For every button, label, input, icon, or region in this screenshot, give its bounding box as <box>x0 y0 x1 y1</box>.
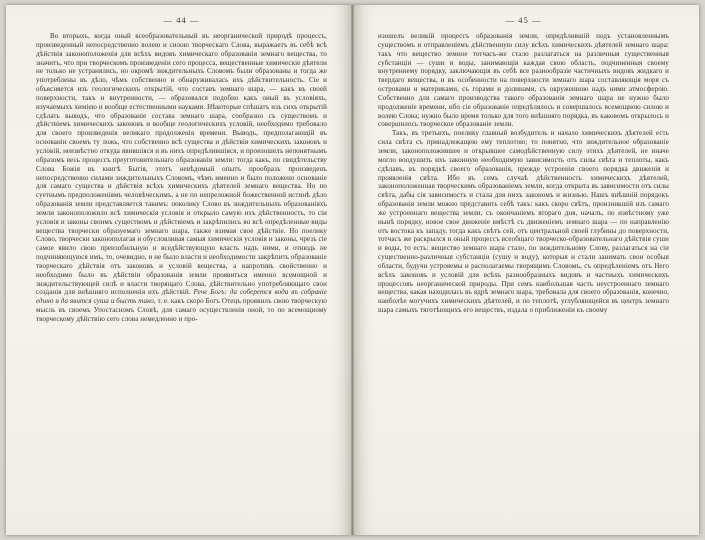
scripture-quote: Рече Богъ: да соберется вода въ собраніе едино и да явится суша и бысть тако, <box>36 288 328 306</box>
page-right <box>354 5 699 535</box>
page-number-left: — 44 — <box>163 15 200 25</box>
body-text: Такъ, въ третьихъ, поелику главный возбудитель и начало химическихъ дѣятелей есть сила свѣта съ принадлежащею ему теплотою; то понятно, что зиждительное образованіе земли, законоположившее и открывшее самодѣйственную силу этихъ дѣятелей, не иначе могло воодушить ихъ законную необходимую зависимость отъ силы свѣта и теплоты, какъ сдѣлавъ, въ порядкѣ своего образованія, прежде устроенія своего порядка движенія и проявленія свѣта. Ибо въ семъ случаѣ дѣйственность химическихъ дѣятелей, законоположенная творческимъ образованіемъ земли, когда открыта въ зависимости отъ силы свѣта, дабы сія зависимость и стала для нихъ закономъ и жизнью. Нашъ внѣшній порядокъ образованія земли можно представить себѣ такъ: какъ скоро свѣтъ, произникшій изъ самаго же устроеннаго вещества земли, съ окончаніемъ втораго дня, началъ, по извѣстному уже нынѣ порядку, новое свое движеніе вмѣстѣ съ движеніемъ земнаго шара — по направленію отъ востока къ западу, тогда какъ свѣтъ сей, отъ центральной своей глубины до поверхности, тотчасъ же раскрылся и оный процессъ всеобщаго творческо-образовательнаго дѣйствія суши и воды, то есть: вещество земнаго шара стало, по зиждительному Слову, разлагаться на сіи существенно-различныя субстанціи (сушу и воду), которыя и стали занимать свои особыя области, будучи устрояемы и располагаемы творящимъ Словомъ, съ опредѣленіемъ отъ Него всѣхъ законовъ и условій для всѣхъ разнообразныхъ видовъ и частныхъ химическихъ процессовъ неорганической природы. При семъ наибольшая часть неустроеннаго земнаго вещества, какая находилась въ ядрѣ земнаго шара, требовала для своего образованія, конечно, наиболѣе могучихъ химическихъ дѣятелей, и по теплотѣ, углубляющейся въ центръ земнаго шара самыхъ тяготѣющихъ его веществъ, издала о приближеніи къ своему <box>377 129 669 315</box>
page-number-right: — 45 — <box>505 15 542 25</box>
body-text: т. е. какъ скоро Богъ Отецъ проявилъ свою творческую мысль въ своемъ Упостасномъ Словѣ, для самаго осуществленія оной, то по всемощному творческому дѣйствію сего слова немедленно и про- <box>36 297 327 323</box>
paragraph <box>378 129 669 315</box>
body-text: изошелъ великій процессъ образованія земли, опредѣлившій подъ установленнымъ существомъ и отправленіемъ дѣйственную силу всѣхъ химическихъ дѣятелей земнаго шара: такъ что вещество земное тотчасъ-же стало разлагаться на различныя существенныя субстанціи — суши и воды, занимающія каждая свою область, подчиненныя своему внутреннему порядку, заключающія въ себѣ все разнообразіе частичныхъ видовъ жидкаго и твердаго вещества, и въ особенности на поверхности земнаго шара составляющія моря съ островами и материками, съ горами и долинами, съ окруженною надъ ними атмосферою. Собственно для самаго производства такого образованія земнаго шара не нужно было продолженіе времени, ибо сіе образованіе опредѣлялось и совершалось всемощною силою и волею Слова; нужно было время только для того внѣшняго порядка, въ каковомъ открылось и совершилось творческое образованіе земли. <box>377 32 669 129</box>
page-left <box>6 5 351 535</box>
paragraph <box>378 32 669 129</box>
body-text: Во вторыхъ, когда оный всеобразовательный въ неорганической природѣ процессъ, произведенный непосредственно волею и силою творческаго Слова, выражаетъ въ себѣ всѣ дѣйствія законоположенія для всѣхъ видовъ химическаго образованія земнаго вещества, то значитъ, что при творческомъ произведеніи сего процесса, вещественные химическіе дѣятели не только не устранялись, но окромѣ зиждительныхъ Словомъ были образованы и тогда же употреблены въ дѣло, чѣмъ собственно и обнаруживалась ихъ дѣйствительность. Сіе и объясняется изъ геологическихъ открытій, что составъ земнаго шара, — какъ въ своей поверхности, такъ и внутренности, — образовался подобно какъ оный въ условіяхъ, изучаемыхъ химіею и вообще естественными науками. Нѣкоторые спѣшатъ изъ сихъ открытій сдѣлать выводъ, что образованіе состава земнаго шара, сообразно съ существомъ и дѣйствіемъ химическихъ законовъ и вообще геологическихъ условій, необходимо требовало для своего произведенія великаго продолженія времени. Выводъ, предполагающій въ основаніи своемъ ту ложь, что собственно всѣ существа и дѣйствія химическихъ законовъ и условій, неизвѣстно откуда явившіяся и въ нихъ опредѣлившіяся, и произошелъ непонятнымъ образомъ весь процессъ преуготовительнаго образованія земли: тогда какъ, по свидѣтельству Слова Божія въ книгѣ Бытія, этотъ невѣдомый опытъ прообразъ произведенъ непосредственно силами зиждительныхъ Словомъ, чѣмъ именно и было положено основаніе для самаго существа и дѣйствія всѣхъ химическихъ дѣятелей земнаго вещества. Но по суетнымъ предположеніямъ человѣческимъ, а не по непреложной божественной истинѣ дѣло образованія земли представляется такимъ: поколику Слово въ зиждительныхъ образованіяхъ земли законоположило всѣ химическія условія и открыло самую ихъ дѣйственность, то сіи условія и законы своимъ существомъ и дѣйствіемъ и закрѣпились во всѣ опредѣленные виды вещества творчески образуемаго земнаго шара, также взимая свое дѣйствіе. Но поелику Слово, творчески законополагая и обусловливая самыя химическія условія и законы, чрезъ сіе самое явило свою преизобильную и вседѣйствующую власть надъ ними, и отнюдь не подчиняющуюся имъ, то, очевидно, и не было власти и необходимости закрѣпить образованіе творческаго дѣйствія отъ законовъ и условій вещества, а напротивъ свойственно и необходимо было въ дѣйствіи образованія земли проявиться именно всемощной и зиждительствующей силѣ и власти творящаго Слова, дѣйствительно употребляющаго свои созданія для внѣшняго исполненія ихъ дѣйствій. <box>36 32 327 297</box>
paragraph <box>36 32 327 324</box>
page-left-text <box>36 32 327 324</box>
book-spread <box>6 5 699 535</box>
page-right-text <box>378 32 669 315</box>
